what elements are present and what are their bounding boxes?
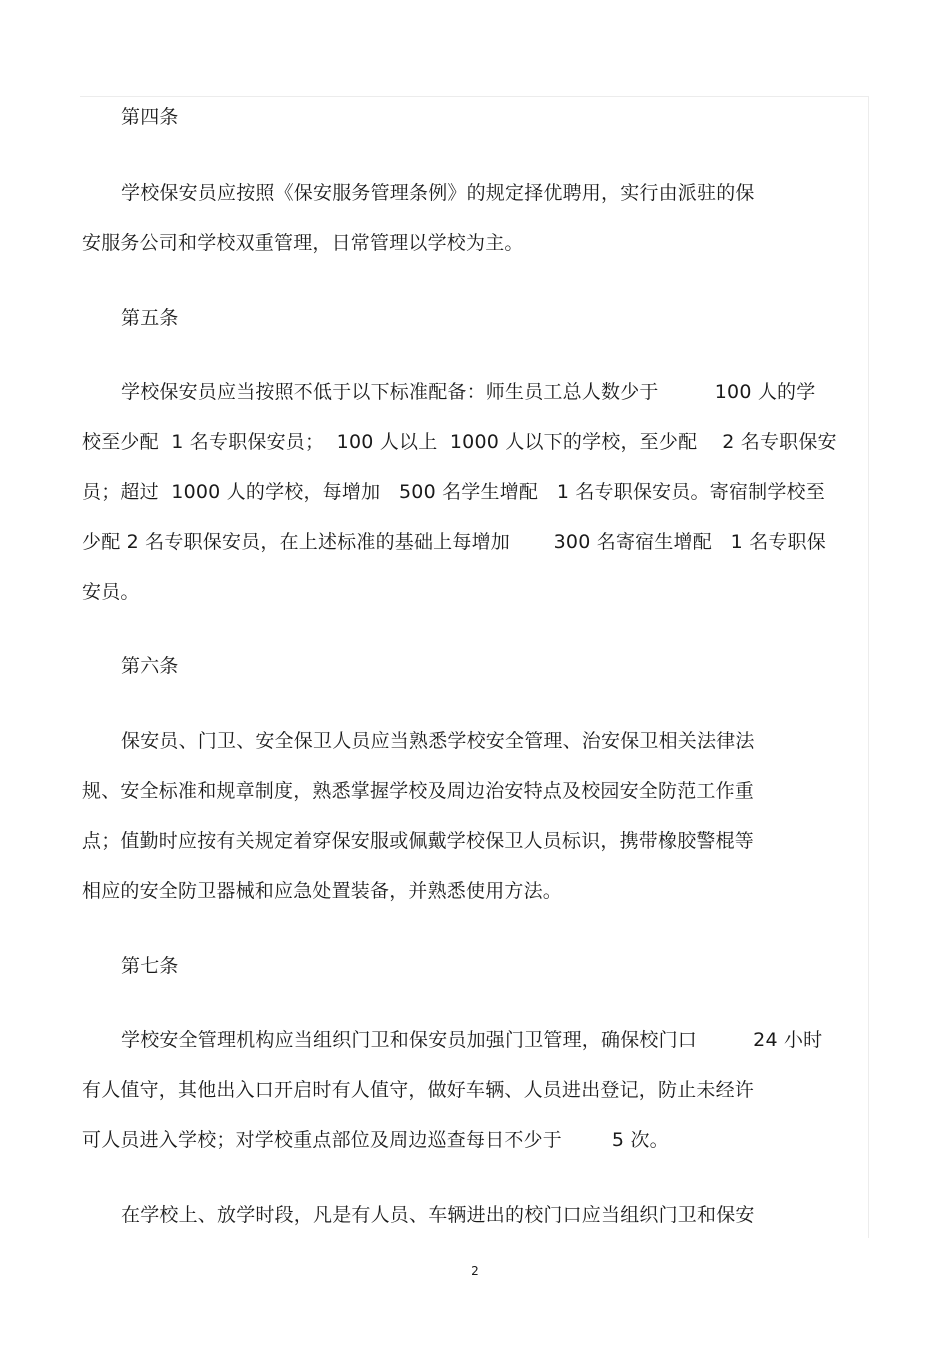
article-7-next-paragraph-line: 在学校上、放学时段，凡是有人员、车辆进出的校门口应当组织门卫和保安	[121, 1204, 755, 1226]
article-7-line-3: 可人员进入学校；对学校重点部位及周边巡查每日不少于 5 次。	[82, 1129, 669, 1151]
article-7-line-1: 学校安全管理机构应当组织门卫和保安员加强门卫管理，确保校门口 24 小时	[121, 1029, 823, 1051]
page-frame	[80, 96, 869, 1238]
article-5-line-2: 校至少配 1 名专职保安员； 100 人以上 1000 人以下的学校，至少配 2 名专职保安	[82, 431, 837, 453]
article-5-line-4: 少配 2 名专职保安员，在上述标准的基础上每增加 300 名寄宿生增配 1 名专职保	[82, 531, 826, 553]
article-6-line-3: 点；值勤时应按有关规定着穿保安服或佩戴学校保卫人员标识，携带橡胶警棍等	[82, 830, 755, 852]
article-4-heading: 第四条	[121, 106, 179, 128]
article-5-line-3: 员；超过 1000 人的学校，每增加 500 名学生增配 1 名专职保安员。寄宿制学校至	[82, 481, 825, 503]
article-6-line-1: 保安员、门卫、安全保卫人员应当熟悉学校安全管理、治安保卫相关法律法	[121, 730, 755, 752]
article-6-line-4: 相应的安全防卫器械和应急处置装备，并熟悉使用方法。	[82, 880, 563, 902]
article-7-heading: 第七条	[121, 955, 179, 977]
article-5-line-5: 安员。	[82, 581, 140, 603]
article-5-heading: 第五条	[121, 307, 179, 329]
article-6-heading: 第六条	[121, 655, 179, 677]
page-number: 2	[471, 1264, 479, 1278]
article-5-line-1: 学校保安员应当按照不低于以下标准配备：师生员工总人数少于 100 人的学	[121, 381, 816, 403]
article-4-line-2: 安服务公司和学校双重管理，日常管理以学校为主。	[82, 232, 524, 254]
article-4-line-1: 学校保安员应按照《保安服务管理条例》的规定择优聘用，实行由派驻的保	[121, 182, 755, 204]
article-7-line-2: 有人值守，其他出入口开启时有人值守，做好车辆、人员进出登记，防止未经许	[82, 1079, 755, 1101]
article-6-line-2: 规、安全标准和规章制度，熟悉掌握学校及周边治安特点及校园安全防范工作重	[82, 780, 755, 802]
